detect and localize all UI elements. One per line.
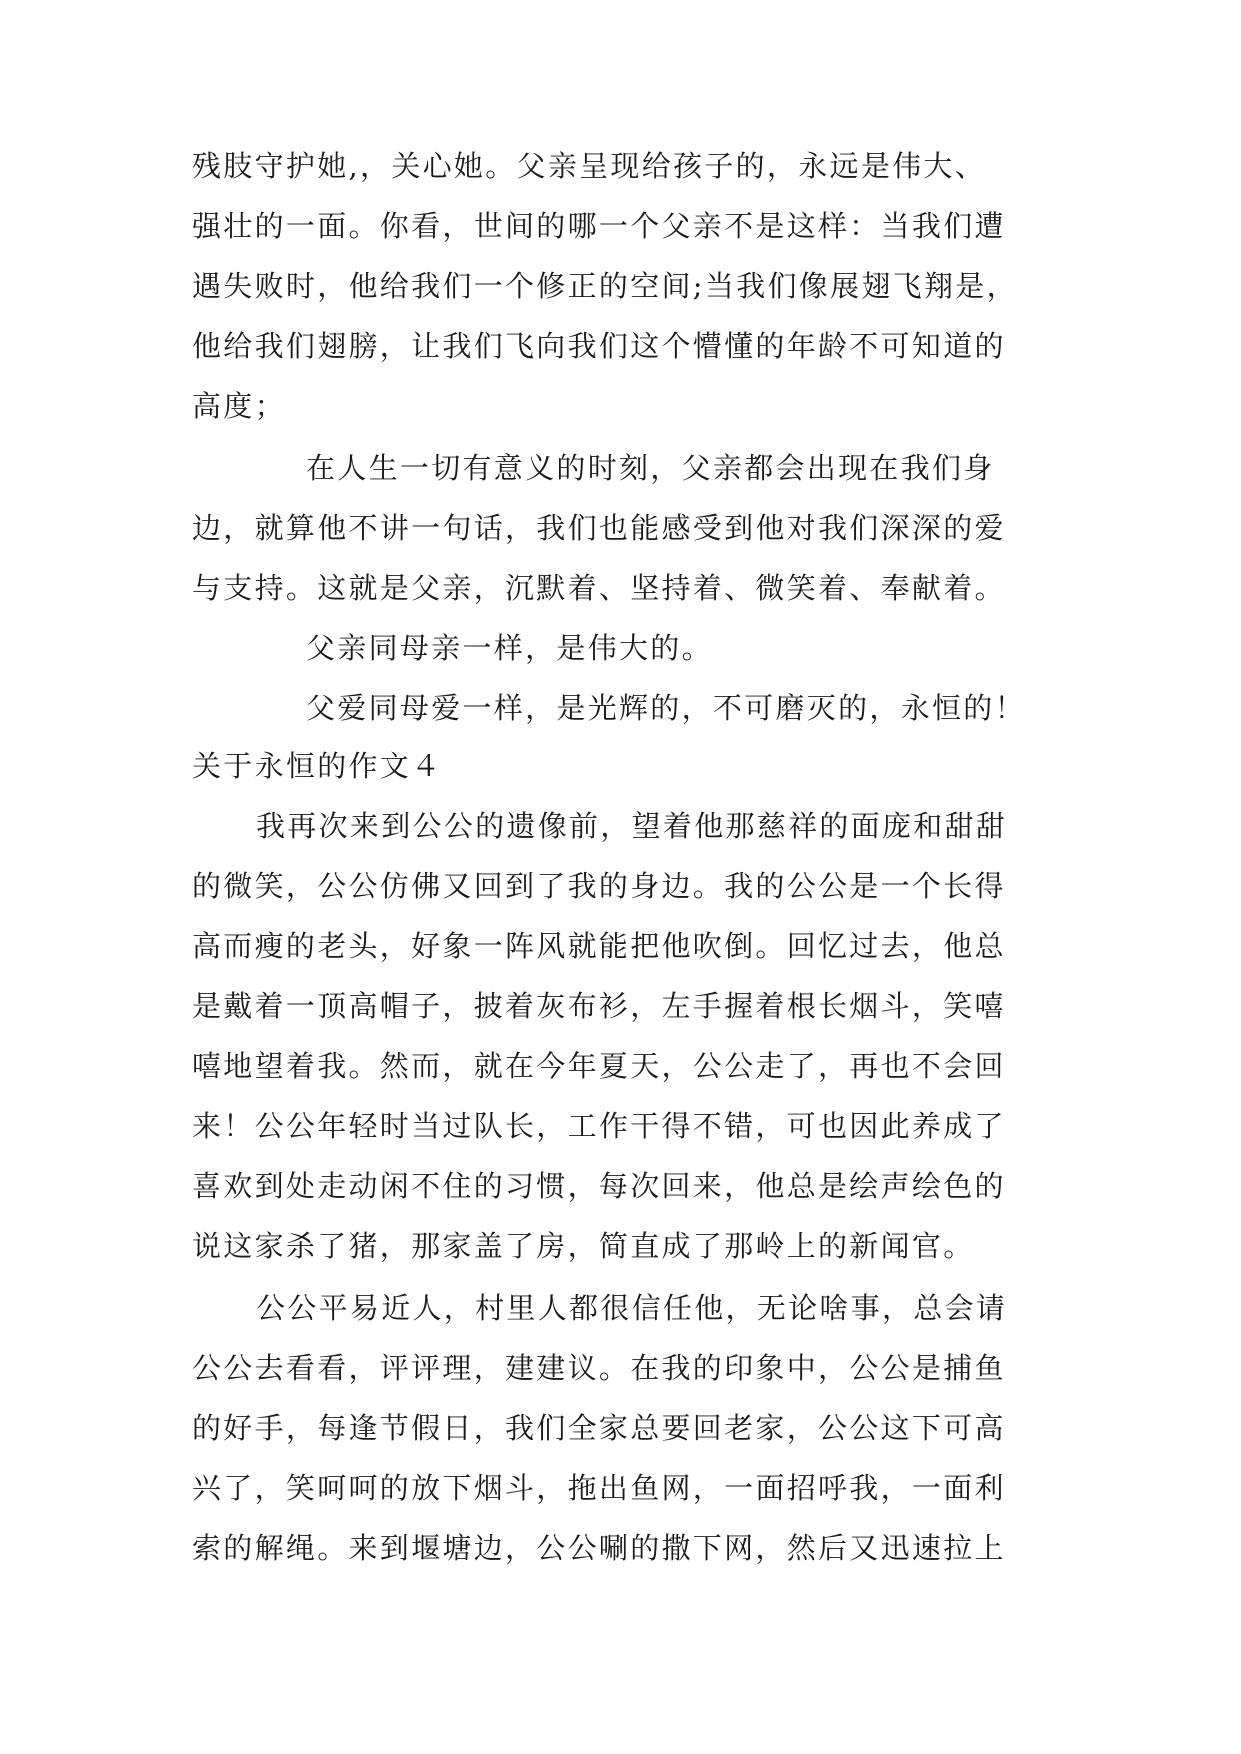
paragraph-line: 强壮的一面。你看，世间的哪一个父亲不是这样：当我们遭 <box>192 209 1006 243</box>
paragraph-line: 我再次来到公公的遗像前，望着他那慈祥的面庞和甜甜 <box>256 809 1008 843</box>
paragraph-line: 父亲同母亲一样，是伟大的。 <box>306 631 713 665</box>
paragraph-line: 来！公公年轻时当过队长，工作干得不错，可也因此养成了 <box>192 1109 1006 1143</box>
paragraph-line: 兴了，笑呵呵的放下烟斗，拖出鱼网，一面招呼我，一面利 <box>192 1471 1006 1505</box>
paragraph-line: 公公去看看，评评理，建建议。在我的印象中，公公是捕鱼 <box>192 1351 1006 1385</box>
paragraph-line: 的好手，每逢节假日，我们全家总要回老家，公公这下可高 <box>192 1411 1006 1445</box>
paragraph-line: 喜欢到处走动闲不住的习惯，每次回来，他总是绘声绘色的 <box>192 1169 1006 1203</box>
paragraph-line: 高度； <box>192 389 286 423</box>
paragraph-line: 他给我们翅膀，让我们飞向我们这个懵懂的年龄不可知道的 <box>192 329 1006 363</box>
paragraph-line: 遇失败时，他给我们一个修正的空间;当我们像展翅飞翔是， <box>192 269 1018 303</box>
section-heading: 关于永恒的作文４ <box>192 749 443 783</box>
paragraph-line: 嘻地望着我。然而，就在今年夏天，公公走了，再也不会回 <box>192 1049 1006 1083</box>
paragraph-line: 索的解绳。来到堰塘边，公公唰的撒下网，然后又迅速拉上 <box>192 1531 1006 1565</box>
paragraph-line: 公公平易近人，村里人都很信任他，无论啥事，总会请 <box>256 1291 1008 1325</box>
paragraph-line: 在人生一切有意义的时刻，父亲都会出现在我们身 <box>306 451 995 485</box>
paragraph-line: 边，就算他不讲一句话，我们也能感受到他对我们深深的爱 <box>192 511 1006 545</box>
paragraph-line: 高而瘦的老头，好象一阵风就能把他吹倒。回忆过去，他总 <box>192 929 1006 963</box>
paragraph-line: 与支持。这就是父亲，沉默着、坚持着、微笑着、奉献着。 <box>192 571 1006 605</box>
paragraph-line: 父爱同母爱一样，是光辉的，不可磨灭的，永恒的！ <box>306 691 1026 725</box>
paragraph-line: 残肢守护她,，关心她。父亲呈现给孩子的，永远是伟大、 <box>192 149 987 183</box>
paragraph-line: 说这家杀了猪，那家盖了房，简直成了那岭上的新闻官。 <box>192 1229 975 1263</box>
paragraph-line: 的微笑，公公仿佛又回到了我的身边。我的公公是一个长得 <box>192 869 1006 903</box>
paragraph-line: 是戴着一顶高帽子，披着灰布衫，左手握着根长烟斗，笑嘻 <box>192 989 1006 1023</box>
